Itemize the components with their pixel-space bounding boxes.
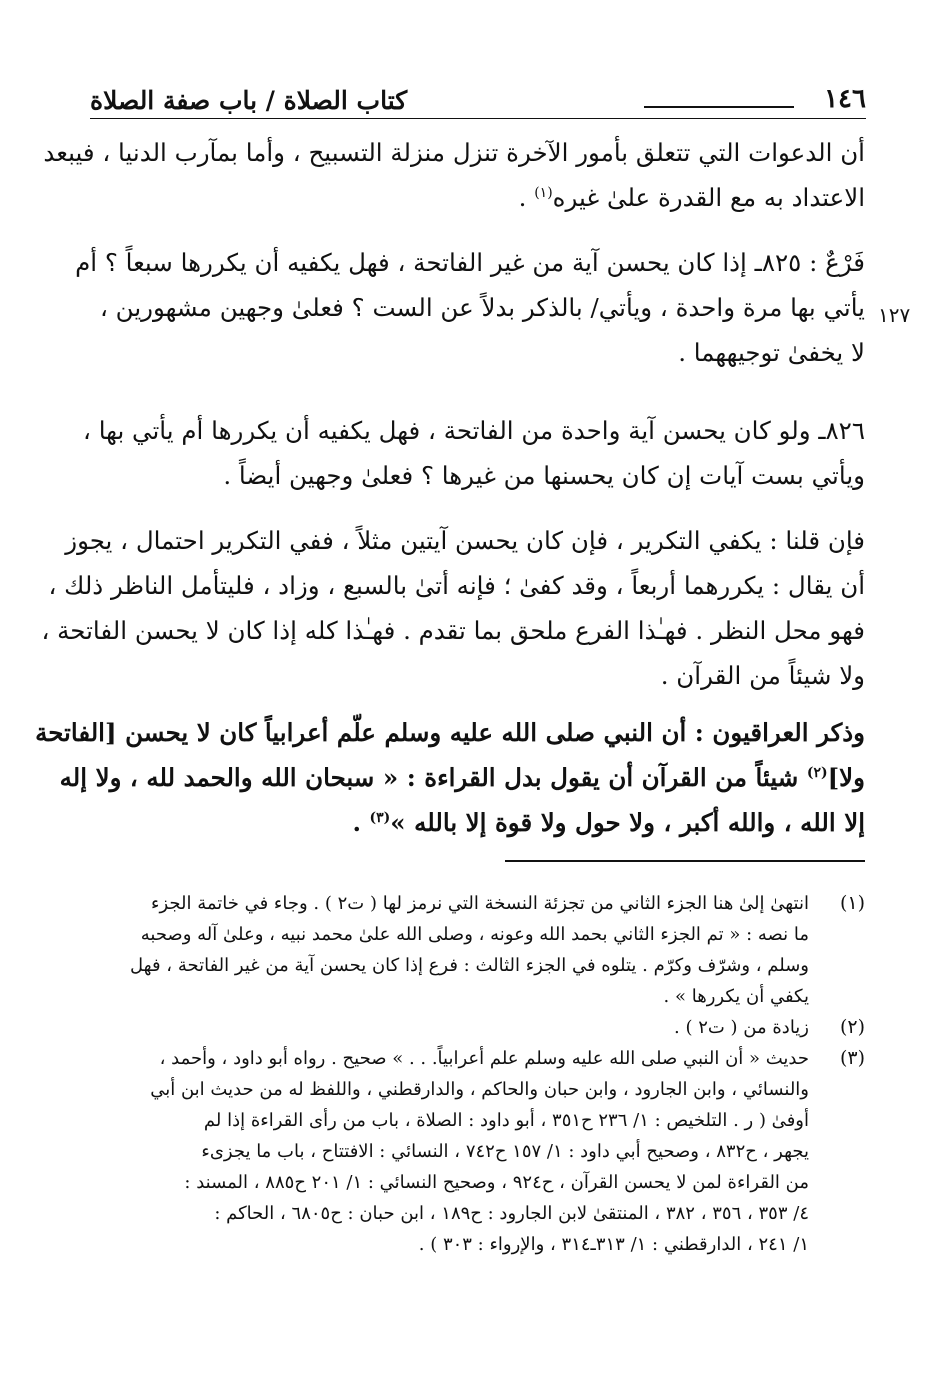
page-number: ١٤٦ [824, 84, 866, 114]
text-line: إلا الله ، والله أكبر ، ولا حول ولا قوة إلا بالله »$^{(٣)}$ . [352, 808, 865, 837]
text-line: ولا]$^{(٢)}$ شيئاً من القرآن أن يقول بدل القراءة : « سبحان الله والحمد لله ، ولا إله [59, 763, 865, 792]
paragraph-repetition [41, 518, 865, 698]
text-line: أن الدعوات التي تتعلق بأمور الآخرة تنزل منزلة التسبيح ، وأما بمآرب الدنيا ، فيبعد [43, 138, 865, 167]
paragraph-826 [83, 408, 865, 498]
footnote-ref: (٣) [369, 809, 391, 826]
footnote-3 [89, 1043, 865, 1260]
footnote-line: يجهر ، ح٨٣٢ ، وصحيح أبي داود : ١/ ١٥٧ ح٧٤٢ ، النسائي : الافتتاح ، باب ما يجزىء [201, 1141, 809, 1162]
footnote-ref: (٢) [806, 764, 828, 781]
footnotes [89, 888, 865, 1260]
text-line: فَرْعٌ : ٨٢٥ـ إذا كان يحسن آية من غير الفاتحة ، فهل يكفيه أن يكررها سبعاً ؟ أم [75, 248, 865, 277]
header-rule [644, 106, 794, 108]
footnote-line: ما نصه : « تم الجزء الثاني بحمد الله وعونه ، وصلى الله علىٰ محمد نبيه ، وعلىٰ آله وصحبه [140, 924, 809, 945]
footnote-line: يكفي أن يكررها » . [663, 986, 809, 1007]
footnote-line: والنسائي ، وابن الجارود ، وابن حبان والحاكم ، والدارقطني ، واللفظ له من حديث ابن أبي [150, 1079, 809, 1100]
text-line: ٨٢٦ـ ولو كان يحسن آية واحدة من الفاتحة ، فهل يكفيه أن يكررها أم يأتي بها ، [83, 416, 865, 445]
text-line: ولا شيئاً من القرآن . [660, 661, 865, 690]
text-line: فإن قلنا : يكفي التكرير ، فإن كان يحسن آيتين مثلاً ، ففي التكرير احتمال ، يجوز [65, 526, 865, 555]
footnote-ref: (١) [534, 184, 553, 201]
running-header [90, 84, 866, 118]
text-line: فهو محل النظر . فهـٰذا الفرع ملحق بما تقدم . فهـٰذا كله إذا كان لا يحسن الفاتحة ، [41, 616, 865, 645]
footnote-line: وسلم ، وشرّف وكرّم . يتلوه في الجزء الثالث : فرع إذا كان يحسن آية من غير الفاتحة ، فهل [130, 955, 809, 976]
text-line: لا يخفىٰ توجيههما . [678, 338, 865, 367]
text-line: يأتي بها مرة واحدة ، ويأتي/ بالذكر بدلاً عن الست ؟ فعلىٰ وجهين مشهورين ، [99, 293, 865, 322]
footnote-separator [505, 860, 865, 862]
text-line: ويأتي بست آيات إن كان يحسنها من غيرها ؟ فعلىٰ وجهين أيضاً . [223, 461, 865, 490]
text-line: الاعتداد به مع القدرة علىٰ غيره$^{(١)}$ . [518, 183, 865, 212]
paragraph-1 [43, 130, 865, 220]
footnote-number: (١) [839, 892, 865, 914]
footnote-number: (٢) [839, 1016, 865, 1038]
paragraph-825 [75, 240, 865, 375]
header-divider [90, 118, 866, 119]
manuscript-folio-marker: ١٢٧ [878, 303, 911, 327]
chapter-title: كتاب الصلاة / باب صفة الصلاة [90, 86, 408, 115]
footnote-number: (٣) [839, 1047, 865, 1069]
footnote-line: أوفىٰ ( ر . التلخيص : ١/ ٢٣٦ ح٣٥١ ، أبو داود : الصلاة ، باب من رأى القراءة إذا لم [203, 1110, 809, 1131]
text-line: أن يقال : يكررهما أربعاً ، وقد كفىٰ ؛ فإنه أتىٰ بالسبع ، وزاد ، فليتأمل الناظر ذلك ، [48, 571, 865, 600]
footnote-line: حديث « أن النبي صلى الله عليه وسلم علم أعرابياً. . . » صحيح . رواه أبو داود ، وأحمد ، [159, 1048, 809, 1069]
text-line: وذكر العراقيون : أن النبي صلى الله عليه وسلم علّم أعرابياً كان لا يحسن [الفاتحة [35, 718, 865, 747]
footnote-line: ٤/ ٣٥٣ ، ٣٥٦ ، ٣٨٢ ، المنتقىٰ لابن الجارود : ح١٨٩ ، ابن حبان : ح٦٨٠٥ ، الحاكم : [214, 1203, 809, 1224]
footnote-line: من القراءة لمن لا يحسن القرآن ، ح٩٢٤ ، وصحيح النسائي : ١/ ٢٠١ ح٨٨٥ ، المسند : [184, 1172, 809, 1193]
footnote-line: انتهىٰ إلىٰ هنا الجزء الثاني من تجزئة النسخة التي نرمز لها ( ت٢ ) . وجاء في خاتمة الجزء [150, 893, 809, 914]
paragraph-iraqis [35, 710, 865, 845]
footnote-2 [89, 1012, 865, 1043]
footnote-line: ١/ ٢٤١ ، الدارقطني : ١/ ٣١٣ـ٣١٤ ، والإرواء : ٣٠٣ ) . [418, 1234, 809, 1255]
footnote-line: زيادة من ( ت٢ ) . [674, 1017, 809, 1038]
footnote-1 [89, 888, 865, 1012]
